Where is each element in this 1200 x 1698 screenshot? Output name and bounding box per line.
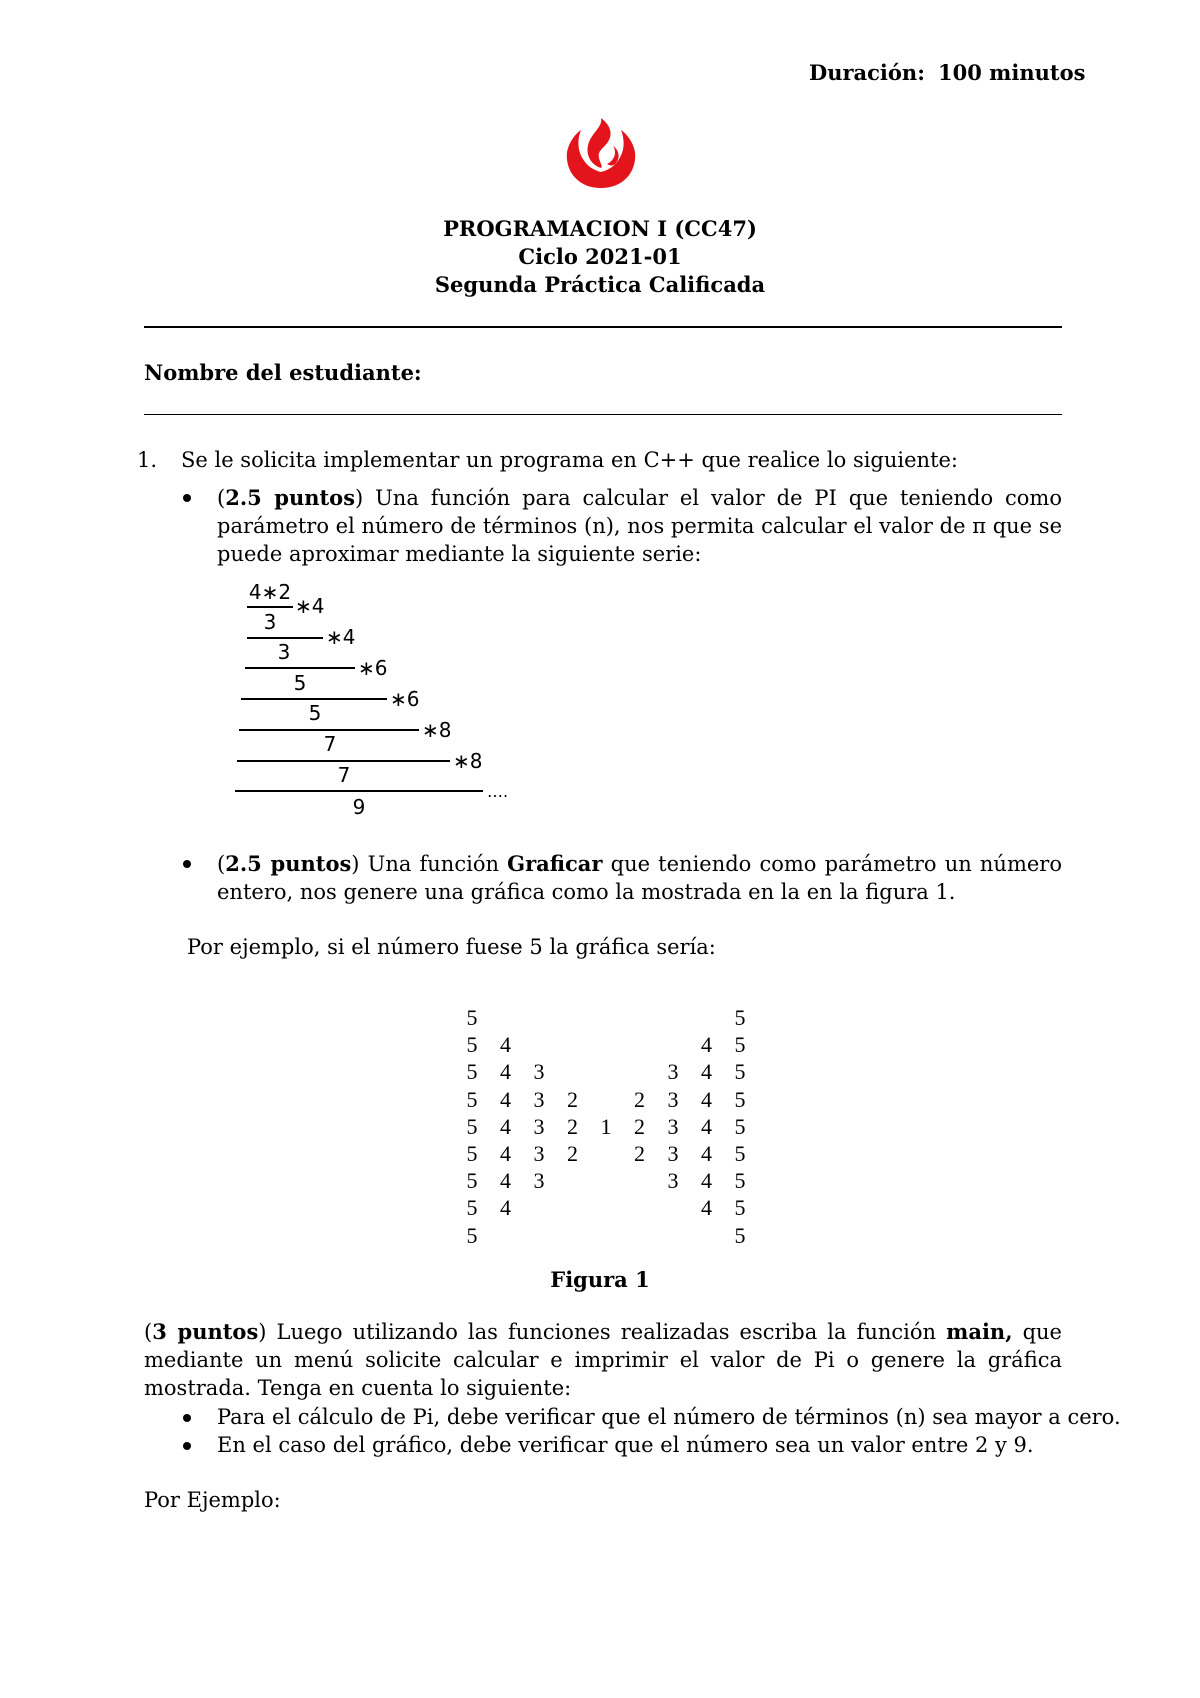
figure-cell: 3 xyxy=(667,1141,679,1166)
series-denominator: 7 xyxy=(323,732,337,756)
figure-cell: 3 xyxy=(667,1086,679,1112)
bullet-marker xyxy=(183,1414,191,1422)
main-function-paragraph: (3 puntos) Luego utilizando las funciones realizadas escriba la función main, que mediante un menú solicite calcular e imprimir el valor de Pi o genere la gráfica mostrada. Tenga en cuenta lo siguiente: xyxy=(144,1319,1062,1400)
upc-logo xyxy=(563,118,639,190)
example-text: Por ejemplo, si el número fuese 5 la gráfica sería: xyxy=(187,935,716,959)
series-multiplier: ∗6 xyxy=(390,687,420,711)
figure-cell: 5 xyxy=(734,1113,746,1139)
student-name-label: Nombre del estudiante: xyxy=(144,360,422,385)
figure-cell: 4 xyxy=(701,1032,712,1058)
figure-cell: 5 xyxy=(734,1195,746,1221)
series-multiplier: ∗4 xyxy=(326,625,356,649)
figure-cell: 3 xyxy=(667,1168,679,1194)
figure-cell: 3 xyxy=(667,1059,679,1085)
figure-cell: 2 xyxy=(634,1086,645,1112)
figure-cell: 5 xyxy=(734,1222,746,1248)
figure-cell: 3 xyxy=(533,1086,545,1112)
figure-cell: 4 xyxy=(701,1086,712,1112)
fraction-bar xyxy=(241,698,387,700)
points-label: 2.5 puntos xyxy=(225,485,356,510)
figure-cell: 5 xyxy=(734,1032,746,1058)
figure-cell: 5 xyxy=(466,1222,478,1248)
figure-cell: 3 xyxy=(667,1113,679,1139)
figure-cell: 4 xyxy=(500,1113,511,1139)
function-name: Graficar xyxy=(507,851,603,876)
figure-cell: 5 xyxy=(466,1032,478,1058)
figure-cell: 2 xyxy=(634,1113,645,1139)
figure-cell: 5 xyxy=(466,1195,478,1221)
requirement-item: Para el cálculo de Pi, debe verificar que el número de términos (n) sea mayor a cero. xyxy=(217,1405,1121,1429)
points-label: 2.5 puntos xyxy=(225,851,352,876)
figure-cell: 4 xyxy=(701,1059,712,1085)
figure-cell: 5 xyxy=(734,1059,746,1085)
figure-cell: 5 xyxy=(466,1113,478,1139)
divider-bottom xyxy=(144,414,1062,415)
figure-cell: 5 xyxy=(734,1005,746,1030)
series-multiplier: ∗6 xyxy=(358,656,388,680)
figure-cell: 3 xyxy=(533,1113,545,1139)
figure-caption: Figura 1 xyxy=(550,1267,650,1292)
series-denominator: 7 xyxy=(337,763,351,787)
fraction-bar xyxy=(237,760,450,762)
points-label: 3 puntos xyxy=(152,1319,259,1344)
main-word: main, xyxy=(946,1319,1013,1344)
series-numerator: 4∗2 xyxy=(248,580,292,604)
figure-cell: 4 xyxy=(500,1032,511,1058)
series-multiplier: ∗8 xyxy=(422,718,452,742)
figure-cell: 5 xyxy=(466,1005,478,1030)
course-title: PROGRAMACION I (CC47) xyxy=(443,216,757,241)
figure-cell: 4 xyxy=(500,1059,511,1085)
series-denominator: 9 xyxy=(352,795,366,819)
fraction-bar xyxy=(247,606,293,608)
series-denominator: 5 xyxy=(308,701,322,725)
figure-cell: 5 xyxy=(734,1168,746,1194)
figure-cell: 4 xyxy=(701,1141,712,1166)
figure-cell: 5 xyxy=(734,1141,746,1166)
figure-cell: 2 xyxy=(634,1141,645,1166)
figure-cell: 3 xyxy=(533,1141,545,1166)
bullet-marker xyxy=(183,1442,191,1450)
figure-cell: 4 xyxy=(500,1195,511,1221)
bullet-pi-function: (2.5 puntos) Una función para calcular el valor de PI que teniendo como parámetro el número de términos (n), nos permita calcular el valor de π que se puede aproximar mediante la siguiente serie: xyxy=(217,485,1062,566)
figure-cell: 5 xyxy=(734,1086,746,1112)
exam-title: Segunda Práctica Calificada xyxy=(434,272,766,297)
fraction-bar xyxy=(247,637,323,639)
fraction-bar xyxy=(245,667,355,669)
series-denominator: 3 xyxy=(277,640,291,664)
question-intro: Se le solicita implementar un programa en C++ que realice lo siguiente: xyxy=(181,448,959,472)
figure-cell: 4 xyxy=(701,1195,712,1221)
figure-cell: 4 xyxy=(500,1168,511,1194)
duration-label: Duración: xyxy=(809,60,925,85)
figure-cell: 4 xyxy=(701,1113,712,1139)
series-multiplier: ∗8 xyxy=(453,749,483,773)
fraction-bar xyxy=(239,729,419,731)
figure-cell: 3 xyxy=(533,1059,545,1085)
figure-cell: 5 xyxy=(466,1086,478,1112)
figure-cell: 5 xyxy=(466,1168,478,1194)
figure-cell: 1 xyxy=(600,1113,612,1139)
figure-cell: 3 xyxy=(533,1168,545,1194)
figure-cell: 5 xyxy=(466,1141,478,1166)
divider-top xyxy=(144,326,1062,328)
por-ejemplo-text: Por Ejemplo: xyxy=(144,1488,281,1512)
figure-cell: 4 xyxy=(500,1086,511,1112)
bullet-marker xyxy=(183,860,191,868)
requirement-item: En el caso del gráfico, debe verificar que el número sea un valor entre 2 y 9. xyxy=(217,1433,1034,1457)
figure-cell: 4 xyxy=(701,1168,712,1194)
duration-value: 100 minutos xyxy=(938,60,1086,85)
figure-cell: 2 xyxy=(567,1113,578,1139)
question-number: 1. xyxy=(137,448,158,472)
fraction-bar xyxy=(235,790,483,792)
series-multiplier: ∗4 xyxy=(295,594,325,618)
course-cycle: Ciclo 2021-01 xyxy=(518,244,682,269)
figure-cell: 4 xyxy=(500,1141,511,1166)
figure-cell: 2 xyxy=(567,1141,578,1166)
series-denominator: 3 xyxy=(263,610,277,634)
bullet-graficar-function: (2.5 puntos) Una función Graficar que teniendo como parámetro un número entero, nos genere una gráfica como la mostrada en la en la figura 1. xyxy=(217,851,1062,904)
figure-cell: 2 xyxy=(567,1086,578,1112)
figure-cell: 5 xyxy=(466,1059,478,1085)
bullet-marker xyxy=(183,494,191,502)
series-denominator: 5 xyxy=(293,671,307,695)
series-ellipsis: …. xyxy=(487,782,509,801)
